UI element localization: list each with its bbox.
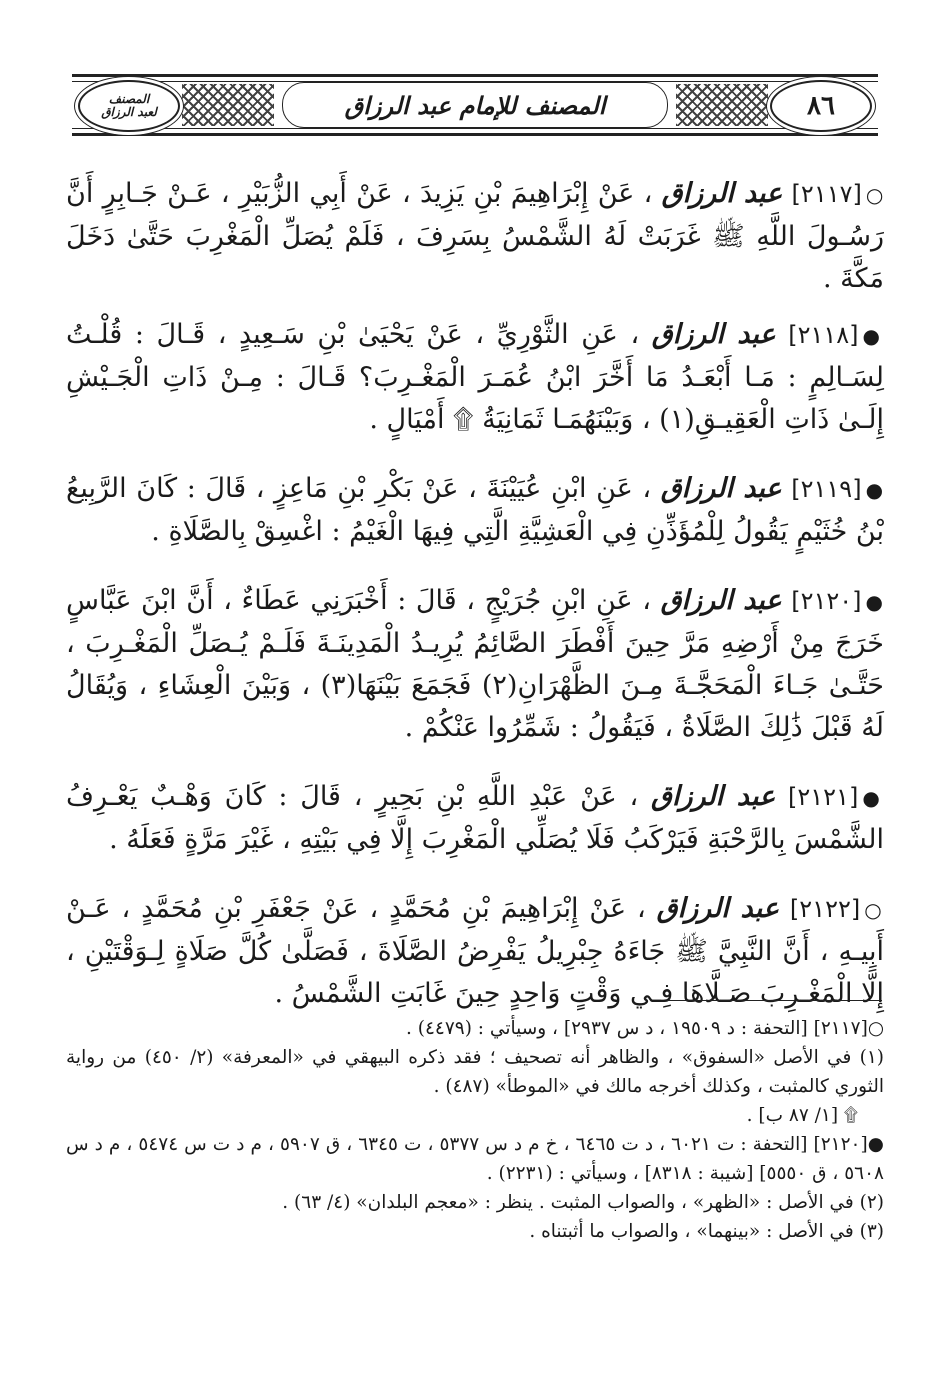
book-seal — [78, 80, 180, 132]
footnote-marker: ● — [867, 1134, 884, 1155]
footnote — [66, 1014, 884, 1043]
entry-text: ، عَنِ ابْنِ جُرَيْجٍ ، قَالَ : أَخْبَرَنِي عَطَاءٌ ، أَنَّ ابْنَ عَبَّاسٍ خَرَجَ مِنْ أَرْضِهِ مَرَّ حِينَ أَفْطَرَ الصَّائِمُ يُرِيـدُ الْمَدِينَـةَ فَلَـمْ يُـصَلِّ الْمَغْـرِبَ ، حَتَّـىٰ جَـاءَ الْمَحَجَّـةَ مِـنَ الظَّهْرَانِ(٢) فَجَمَعَ بَيْنَهَا(٣) ، وَبَيْنَ الْعِشَاءِ ، وَيُقَالُ لَهُ قَبْلَ ذَٰلِكَ الصَّلَاةُ ، فَيَقُولُ : شَمِّرُوا عَنْكُمْ . — [66, 585, 884, 743]
footnote — [66, 1101, 884, 1130]
entry-text: ، عَنِ الثَّوْرِيِّ ، عَنْ يَحْيَىٰ بْنِ سَـعِيدٍ ، قَـالَ : قُلْـتُ لِسَـالِمٍ : مَـا أَبْعَـدُ مَا أَخَّرَ ابْنُ عُمَـرَ الْمَغْـرِبَ؟ قَـالَ : مِـنْ ذَاتِ الْجَـيْشِ إِلَـىٰ ذَاتِ الْعَقِيـقِ(١) ، وَبَيْنَهُمَـا ثَمَانِيَةُ ۩ أَمْيَالٍ . — [66, 319, 884, 435]
footnotes — [66, 1014, 884, 1246]
hadith-entry — [66, 314, 884, 441]
footnote-text: ۩ [١/ ٨٧ ب] . — [746, 1105, 858, 1126]
entry-marker: ○ — [865, 183, 884, 207]
entry-marker: ● — [865, 590, 884, 614]
page-header — [72, 74, 878, 136]
entry-number: [٢١٢٢] — [789, 895, 861, 923]
entry-text: ، عَنْ إِبْرَاهِيمَ بْنِ يَزِيدَ ، عَنْ أَبِي الزُّبَيْرِ ، عَـنْ جَـابِرٍ أَنَّ رَسُـولَ اللَّهِ ﷺ غَرَبَتْ لَهُ الشَّمْسُ بِسَرِفَ ، فَلَمْ يُصَلِّ الْمَغْرِبَ حَتَّىٰ دَخَلَ مَكَّةَ . — [66, 178, 884, 294]
page-number: ٨٦ — [807, 91, 835, 121]
entry-marker: ● — [865, 478, 885, 502]
entry-text: ، عَنِ ابْنِ عُيَيْنَةَ ، عَنْ بَكْرِ بْنِ مَاعِزٍ ، قَالَ : كَانَ الرَّبِيعُ بْنُ خُثَيْمٍ يَقُولُ لِلْمُؤَذِّنِ فِي الْعَشِيَّةِ الَّتِي فِيهَا الْغَيْمُ : اغْسِقْ بِالصَّلَاةِ . — [66, 473, 884, 547]
hadith-entry — [66, 776, 884, 861]
ornament-left — [182, 84, 274, 126]
hadith-entry — [66, 468, 884, 553]
entry-source: عبد الرزاق — [660, 473, 782, 504]
footnote — [66, 1043, 884, 1101]
header-title-box — [282, 82, 668, 128]
footnote-marker: ○ — [867, 1018, 884, 1039]
entry-marker: ● — [862, 786, 884, 810]
footnote-text: (٣) في الأصل : «بينهما» ، والصواب ما أثبتناه . — [529, 1221, 884, 1242]
main-text — [66, 146, 884, 1029]
entry-source: عبد الرزاق — [656, 893, 779, 924]
entry-text: ، عَنْ إِبْرَاهِيمَ بْنِ مُحَمَّدٍ ، عَنْ جَعْفَرِ بْنِ مُحَمَّدٍ ، عَـنْ أَبِيـهِ ، أَنَّ النَّبِيَّ ﷺ جَاءَهُ جِبْرِيلُ يَفْرِضُ الصَّلَاةَ ، فَصَلَّىٰ كُلَّ صَلَاةٍ لِـوَقْتَيْنِ ، إِلَّا الْمَغْـرِبَ صَـلَّاهَا فِـي وَقْتٍ وَاحِدٍ حِينَ غَابَتِ الشَّمْسُ . — [66, 893, 884, 1009]
entry-number: [٢١١٩] — [791, 475, 862, 503]
entry-marker: ○ — [864, 898, 885, 922]
seal-line-1: المصنف — [108, 92, 150, 106]
hadith-entry — [66, 173, 884, 300]
seal-line-2: لعبد الرزاق — [101, 105, 157, 119]
entry-source: عبد الرزاق — [651, 319, 776, 350]
footnote-text: [٢١٢٠] [التحفة : ت ٦٠٢١ ، د ت ٦٤٦٥ ، خ م د س ٥٣٧٧ ، ت ٦٣٤٥ ، ق ٥٩٠٧ ، م د ت س ٥٤٧٤ ، م د س ٥٦٠٨ ، ق ٥٥٥٠] [شيبة : ٨٣١٨] ، وسيأتي : (٢٢٣١) . — [66, 1134, 884, 1184]
footnote — [66, 1130, 884, 1188]
ornament-right — [676, 84, 768, 126]
entry-source: عبد الرزاق — [651, 781, 776, 812]
footnote-text: [٢١١٧] [التحفة : د ١٩٥٠٩ ، د س ٢٩٣٧] ، وسيأتي : (٤٤٧٩) . — [405, 1018, 868, 1039]
entry-number: [٢١٢١] — [788, 783, 859, 811]
footnote — [66, 1217, 884, 1246]
footnote — [66, 1188, 884, 1217]
entry-marker: ● — [862, 324, 884, 348]
entry-number: [٢١٢٠] — [791, 587, 862, 615]
entry-source: عبد الرزاق — [660, 585, 782, 616]
footnote-divider — [667, 1000, 882, 1001]
entry-text: ، عَنْ عَبْدِ اللَّهِ بْنِ بَحِيرٍ ، قَالَ : كَانَ وَهْـبٌ يَعْـرِفُ الشَّمْسَ بِالرَّحْبَةِ فَيَرْكَبُ فَلَا يُصَلِّي الْمَغْرِبَ إِلَّا فِي بَيْتِهِ ، غَيْرَ مَرَّةٍ فَعَلَهُ . — [66, 781, 884, 855]
page-number-oval — [770, 80, 872, 132]
footnote-text: (١) في الأصل «السفوق» ، والظاهر أنه تصحيف ؛ فقد ذكره البيهقي في «المعرفة» (٢/ ٤٥٠) من رواية الثوري كالمثبت ، وكذلك أخرجه مالك في «الموطأ» (٤٨٧) . — [66, 1047, 884, 1097]
hadith-entry — [66, 580, 884, 749]
entry-number: [٢١١٨] — [788, 321, 859, 349]
hadith-entry — [66, 888, 884, 1015]
book-title: المصنف للإمام عبد الرزاق — [344, 90, 606, 120]
footnote-text: (٢) في الأصل : «الظهر» ، والصواب المثبت . ينظر : «معجم البلدان» (٤/ ٦٣) . — [282, 1192, 884, 1213]
entry-source: عبد الرزاق — [661, 178, 783, 209]
entry-number: [٢١١٧] — [791, 180, 862, 208]
